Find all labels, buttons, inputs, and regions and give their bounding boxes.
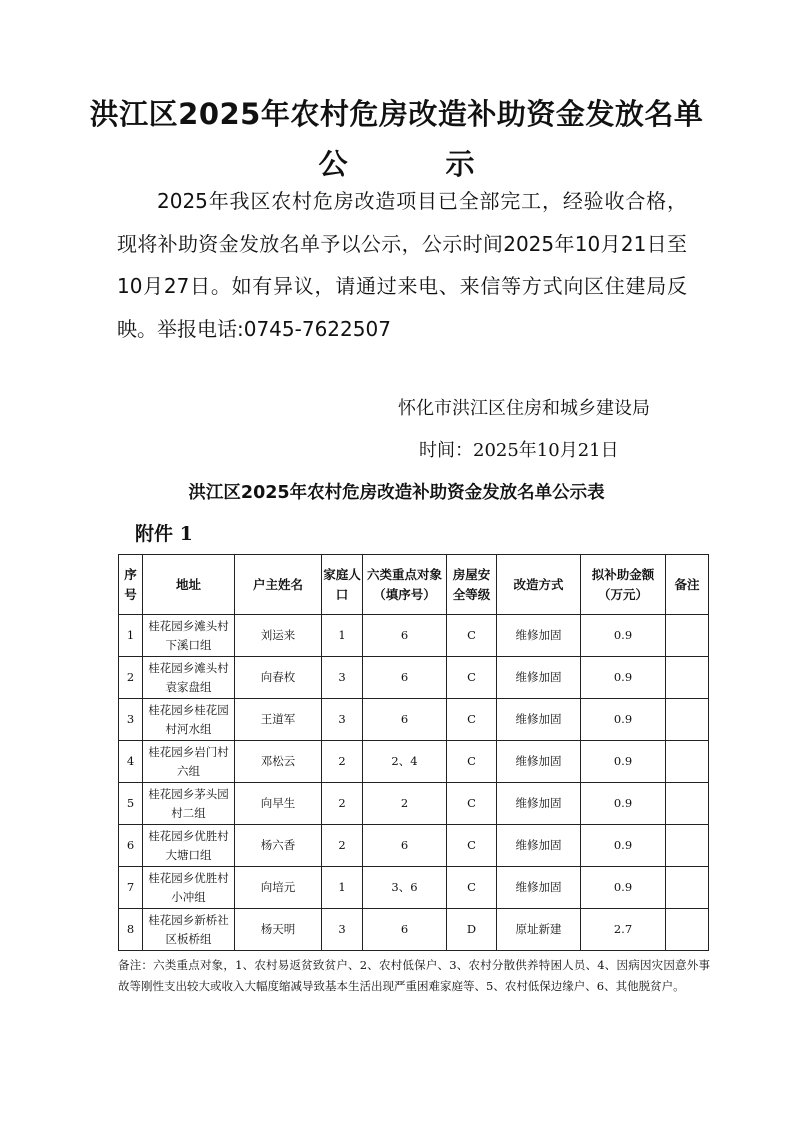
cell-population: 2 bbox=[322, 741, 363, 783]
cell-no: 8 bbox=[119, 909, 143, 951]
cell-method: 维修加固 bbox=[497, 657, 581, 699]
cell-remark bbox=[666, 615, 709, 657]
subsidy-table bbox=[118, 554, 709, 951]
page-title: 洪江区2025年农村危房改造补助资金发放名单 bbox=[89, 97, 704, 131]
cell-remark bbox=[666, 783, 709, 825]
cell-address: 桂花园乡桂花园村河水组 bbox=[143, 699, 235, 741]
cell-amount: 0.9 bbox=[581, 699, 666, 741]
cell-population: 3 bbox=[322, 909, 363, 951]
table-row bbox=[119, 783, 709, 825]
cell-grade: C bbox=[447, 867, 497, 909]
cell-name: 杨六香 bbox=[235, 825, 322, 867]
cell-amount: 0.9 bbox=[581, 615, 666, 657]
cell-grade: C bbox=[447, 783, 497, 825]
cell-grade: C bbox=[447, 699, 497, 741]
header-method: 改造方式 bbox=[497, 555, 581, 615]
table-header-row bbox=[119, 555, 709, 615]
cell-no: 3 bbox=[119, 699, 143, 741]
cell-remark bbox=[666, 867, 709, 909]
page-subtitle: 公 示 bbox=[318, 147, 519, 181]
cell-category: 6 bbox=[363, 699, 447, 741]
cell-method: 维修加固 bbox=[497, 615, 581, 657]
cell-method: 维修加固 bbox=[497, 825, 581, 867]
cell-method: 原址新建 bbox=[497, 909, 581, 951]
header-amount: 拟补助金额（万元） bbox=[581, 555, 666, 615]
cell-address: 桂花园乡茅头园村二组 bbox=[143, 783, 235, 825]
cell-population: 3 bbox=[322, 699, 363, 741]
cell-category: 6 bbox=[363, 615, 447, 657]
cell-name: 刘运来 bbox=[235, 615, 322, 657]
cell-category: 3、6 bbox=[363, 867, 447, 909]
issue-date: 时间：2025年10月21日 bbox=[419, 440, 619, 461]
cell-population: 3 bbox=[322, 657, 363, 699]
table-row bbox=[119, 741, 709, 783]
header-address: 地址 bbox=[143, 555, 235, 615]
cell-address: 桂花园乡岩门村六组 bbox=[143, 741, 235, 783]
cell-amount: 2.7 bbox=[581, 909, 666, 951]
cell-address: 桂花园乡滩头村袁家盘组 bbox=[143, 657, 235, 699]
cell-grade: D bbox=[447, 909, 497, 951]
cell-no: 6 bbox=[119, 825, 143, 867]
cell-address: 桂花园乡滩头村下溪口组 bbox=[143, 615, 235, 657]
cell-amount: 0.9 bbox=[581, 867, 666, 909]
cell-name: 向培元 bbox=[235, 867, 322, 909]
table-row bbox=[119, 867, 709, 909]
cell-name: 向早生 bbox=[235, 783, 322, 825]
table-row bbox=[119, 699, 709, 741]
cell-category: 6 bbox=[363, 909, 447, 951]
cell-address: 桂花园乡优胜村小冲组 bbox=[143, 867, 235, 909]
cell-category: 2 bbox=[363, 783, 447, 825]
cell-amount: 0.9 bbox=[581, 825, 666, 867]
cell-grade: C bbox=[447, 615, 497, 657]
table-row bbox=[119, 909, 709, 951]
cell-category: 2、4 bbox=[363, 741, 447, 783]
cell-remark bbox=[666, 741, 709, 783]
cell-address: 桂花园乡新桥社区板桥组 bbox=[143, 909, 235, 951]
cell-address: 桂花园乡优胜村大塘口组 bbox=[143, 825, 235, 867]
cell-amount: 0.9 bbox=[581, 657, 666, 699]
cell-remark bbox=[666, 909, 709, 951]
attachment-label: 附件 1 bbox=[135, 523, 193, 545]
cell-name: 向春枚 bbox=[235, 657, 322, 699]
issuing-organization: 怀化市洪江区住房和城乡建设局 bbox=[398, 398, 650, 419]
cell-population: 1 bbox=[322, 867, 363, 909]
header-grade: 房屋安全等级 bbox=[447, 555, 497, 615]
table-title: 洪江区2025年农村危房改造补助资金发放名单公示表 bbox=[188, 483, 605, 503]
intro-paragraph: 2025年我区农村危房改造项目已全部完工，经验收合格，现将补助资金发放名单予以公示，公示时间2025年10月21日至10月27日。如有异议，请通过来电、来信等方式向区住建局反映。举报电话:0745-7622507 bbox=[117, 189, 687, 341]
header-name: 户主姓名 bbox=[235, 555, 322, 615]
cell-grade: C bbox=[447, 741, 497, 783]
cell-grade: C bbox=[447, 825, 497, 867]
cell-remark bbox=[666, 699, 709, 741]
cell-remark bbox=[666, 657, 709, 699]
cell-no: 1 bbox=[119, 615, 143, 657]
cell-no: 4 bbox=[119, 741, 143, 783]
cell-name: 王道军 bbox=[235, 699, 322, 741]
cell-no: 2 bbox=[119, 657, 143, 699]
header-population: 家庭人口 bbox=[322, 555, 363, 615]
cell-amount: 0.9 bbox=[581, 741, 666, 783]
cell-method: 维修加固 bbox=[497, 783, 581, 825]
cell-remark bbox=[666, 825, 709, 867]
footnote: 备注：六类重点对象，1、农村易返贫致贫户、2、农村低保户、3、农村分散供养特困人员、4、因病因灾因意外事故等刚性支出较大或收入大幅度缩减导致基本生活出现严重困难家庭等、5、农村低保边缘户、6、其他脱贫户。 bbox=[118, 958, 710, 993]
cell-grade: C bbox=[447, 657, 497, 699]
cell-category: 6 bbox=[363, 825, 447, 867]
cell-population: 1 bbox=[322, 615, 363, 657]
header-category: 六类重点对象（填序号） bbox=[363, 555, 447, 615]
cell-population: 2 bbox=[322, 783, 363, 825]
cell-no: 5 bbox=[119, 783, 143, 825]
table-row bbox=[119, 657, 709, 699]
cell-category: 6 bbox=[363, 657, 447, 699]
cell-name: 杨天明 bbox=[235, 909, 322, 951]
table-row bbox=[119, 825, 709, 867]
cell-method: 维修加固 bbox=[497, 741, 581, 783]
table-row bbox=[119, 615, 709, 657]
cell-population: 2 bbox=[322, 825, 363, 867]
cell-amount: 0.9 bbox=[581, 783, 666, 825]
cell-name: 邓松云 bbox=[235, 741, 322, 783]
header-remark: 备注 bbox=[666, 555, 709, 615]
cell-method: 维修加固 bbox=[497, 699, 581, 741]
header-no: 序号 bbox=[119, 555, 143, 615]
cell-no: 7 bbox=[119, 867, 143, 909]
cell-method: 维修加固 bbox=[497, 867, 581, 909]
